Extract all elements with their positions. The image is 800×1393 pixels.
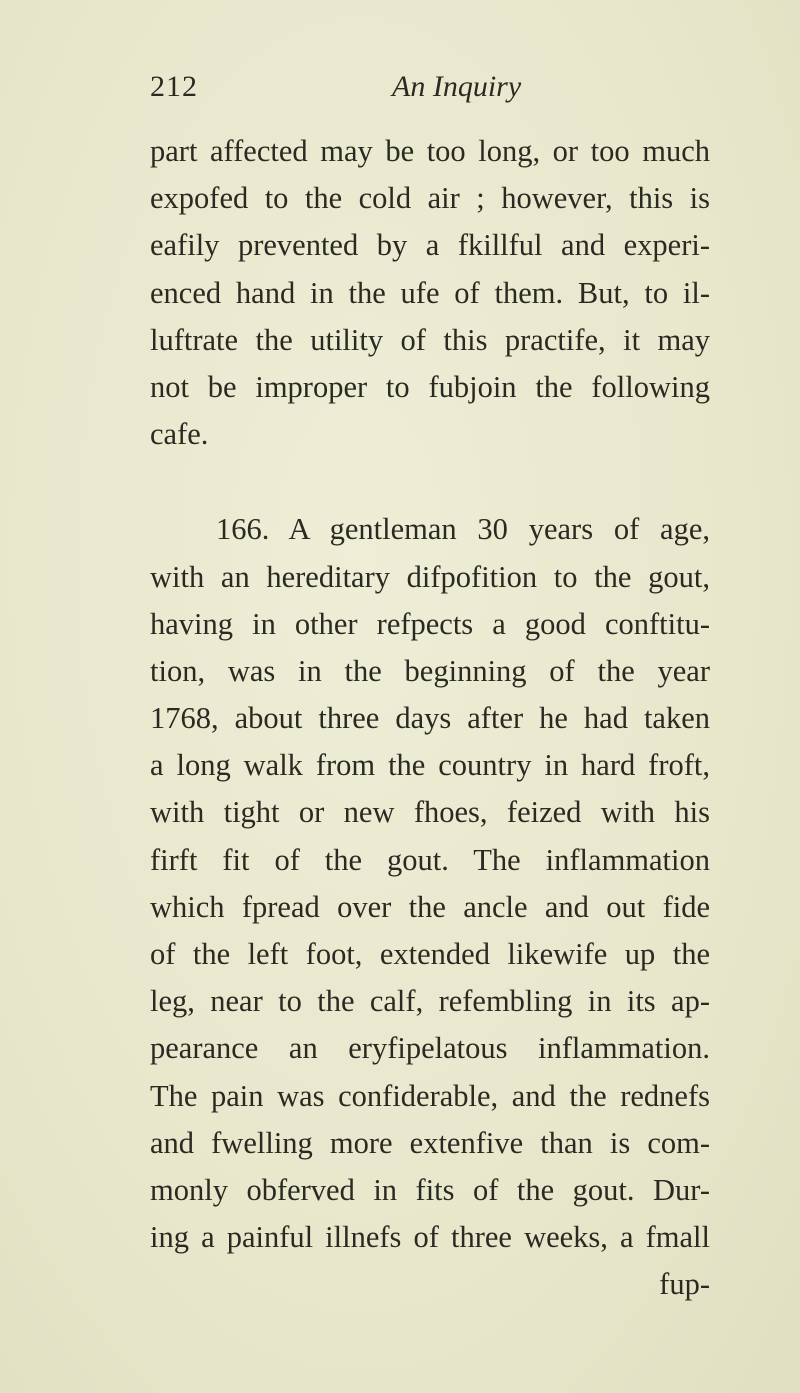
- text-line: with an hereditary difpofition to the gout,: [150, 559, 710, 594]
- running-title: An Inquiry: [392, 70, 522, 103]
- paragraph-2: [150, 506, 710, 1308]
- page-header: [150, 70, 710, 120]
- text-line: part affected may be too long, or too much: [150, 134, 710, 168]
- text-line: 166. A gentleman 30 years of age,: [216, 512, 710, 547]
- text-line: cafe.: [150, 417, 209, 452]
- text-line: 1768, about three days after he had taken: [150, 701, 710, 736]
- page-number: 212: [150, 70, 198, 103]
- text-line: not be improper to fubjoin the following: [150, 369, 710, 404]
- paragraph-1: [150, 128, 710, 458]
- text-line: The pain was confiderable, and the rednefs: [150, 1078, 710, 1113]
- text-line: ing a painful illnefs of three weeks, a fmall: [150, 1220, 710, 1255]
- text-line: firft fit of the gout. The inflammation: [150, 842, 710, 877]
- paragraph-gap: [150, 458, 710, 506]
- text-line: and fwelling more extenfive than is com-: [150, 1125, 710, 1160]
- text-line: which fpread over the ancle and out fide: [150, 889, 710, 924]
- text-line: luftrate the utility of this practife, it may: [150, 322, 710, 357]
- text-line: having in other refpects a good conftitu-: [150, 606, 710, 641]
- text-line: of the left foot, extended likewife up the: [150, 937, 710, 971]
- text-line: eafily prevented by a fkillful and experi-: [150, 228, 710, 263]
- text-line: monly obferved in fits of the gout. Dur-: [150, 1172, 710, 1207]
- text-line: leg, near to the calf, refembling in its ap-: [150, 984, 710, 1019]
- text-line: expofed to the cold air ; however, this is: [150, 181, 710, 216]
- text-line: with tight or new fhoes, feized with his: [150, 795, 710, 830]
- text-line: pearance an eryfipelatous inflammation.: [150, 1031, 710, 1066]
- text-line: tion, was in the beginning of the year: [150, 653, 710, 688]
- text-line: a long walk from the country in hard froft,: [150, 748, 710, 783]
- body-text: [150, 128, 710, 1309]
- catchword: fup-: [659, 1267, 710, 1302]
- text-line: enced hand in the ufe of them. But, to il-: [150, 275, 710, 310]
